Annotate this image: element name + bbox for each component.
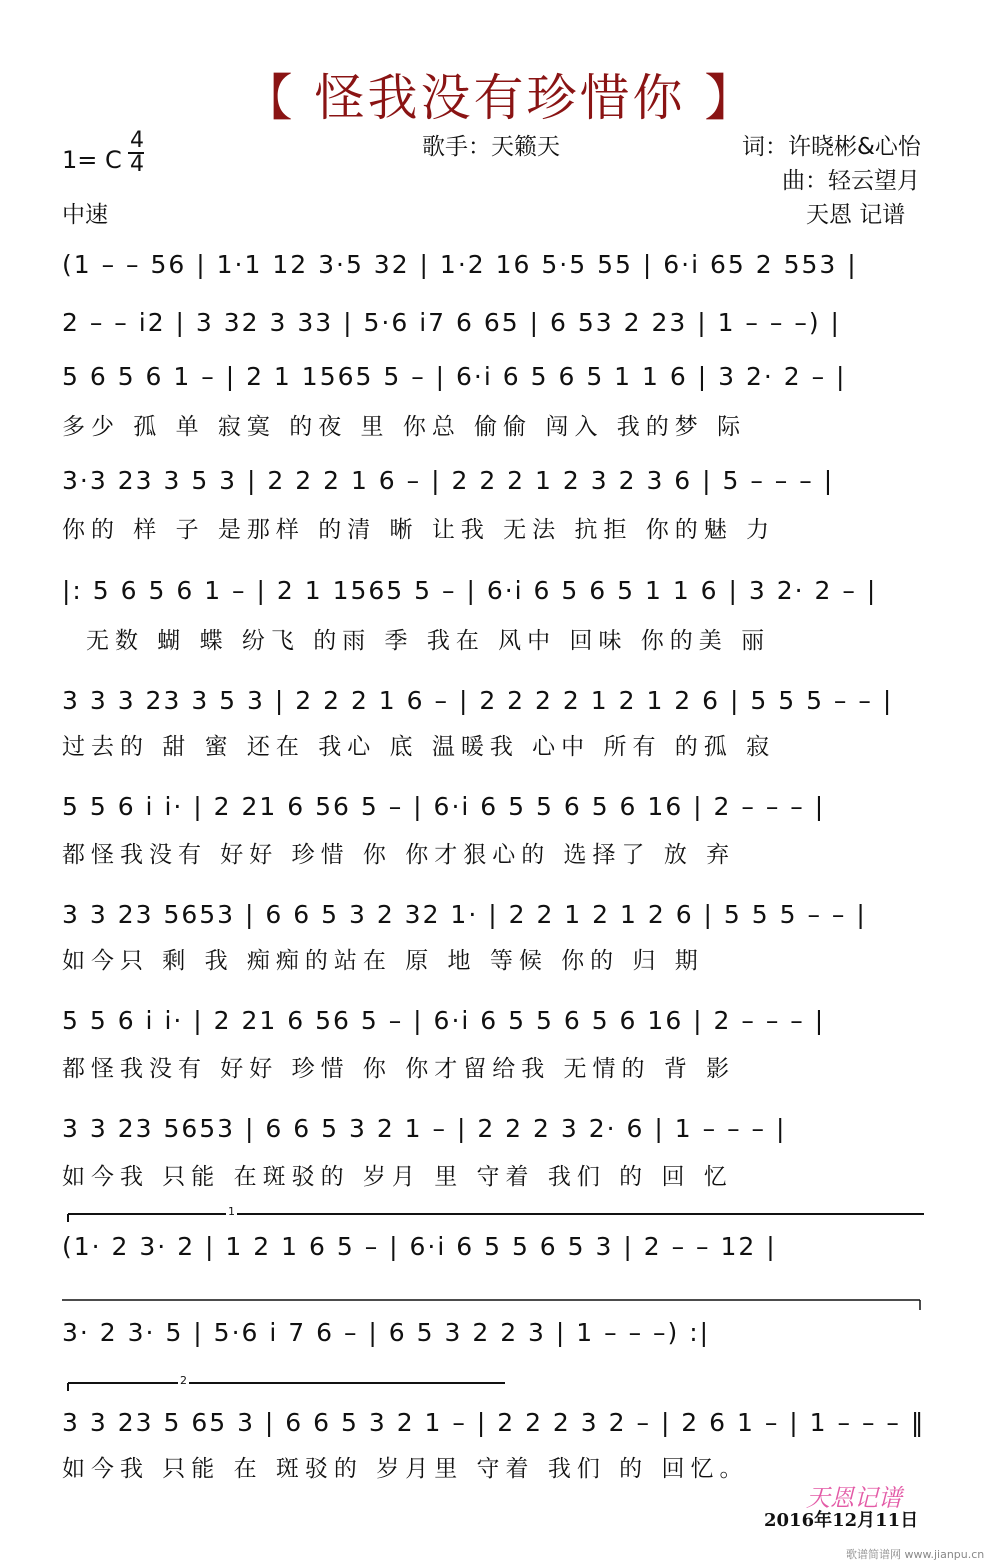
lyricist-credit: 词：许晓彬&心怡 xyxy=(742,134,921,160)
system-11-notes: (1· 2 3· 2 | 1 2 1 6 5 – | 6·i 6 5 5 6 5 3 | 2 – – 12 | xyxy=(62,1232,777,1261)
time-signature-top: 4 xyxy=(130,128,144,153)
system-9-lyrics: 都怪我没有 好好 珍惜 你 你才留给我 无情的 背 影 xyxy=(62,1056,736,1082)
composer-credit: 曲：轻云望月 xyxy=(782,168,920,194)
system-3-notes: 5 6 5 6 1 – | 2 1 1565 5 – | 6·i 6 5 6 5 1 1 6 | 3 2· 2 – | xyxy=(62,362,847,391)
key-signature: 1= C xyxy=(62,146,122,174)
system-7-notes: 5 5 6 i i· | 2 21 6 56 5 – | 6·i 6 5 5 6 5 6 16 | 2 – – – | xyxy=(62,792,826,821)
system-13-notes: 3 3 23 5 65 3 | 6 6 5 3 2 1 – | 2 2 2 3 2 – | 2 6 1 – | 1 – – – ‖ xyxy=(62,1408,926,1437)
system-6-notes: 3 3 3 23 3 5 3 | 2 2 2 1 6 – | 2 2 2 2 1 2 1 2 6 | 5 5 5 – – | xyxy=(62,686,894,715)
system-4-notes: 3·3 23 3 5 3 | 2 2 2 1 6 – | 2 2 2 1 2 3 2 3 6 | 5 – – – | xyxy=(62,466,835,495)
system-7-lyrics: 都怪我没有 好好 珍惜 你 你才狠心的 选择了 放 弃 xyxy=(62,842,736,868)
system-5-notes: |: 5 6 5 6 1 – | 2 1 1565 5 – | 6·i 6 5 6 5 1 1 6 | 3 2· 2 – | xyxy=(62,576,878,605)
system-6-lyrics: 过去的 甜 蜜 还在 我心 底 温暖我 心中 所有 的孤 寂 xyxy=(62,734,776,760)
song-title: 【 怪我没有珍惜你 】 xyxy=(242,69,758,127)
transcriber-credit: 天恩 记谱 xyxy=(806,202,906,228)
site-watermark: 歌谱简谱网 www.jianpu.cn xyxy=(846,1548,985,1561)
singer-credit: 歌手：天籁天 xyxy=(422,134,560,160)
system-8-notes: 3 3 23 5653 | 6 6 5 3 2 32 1· | 2 2 1 2 1 2 6 | 5 5 5 – – | xyxy=(62,900,867,929)
time-signature-bottom: 4 xyxy=(130,152,144,177)
system-2-notes: 2 – – i2 | 3 32 3 33 | 5·6 i7 6 65 | 6 53 2 23 | 1 – – –) | xyxy=(62,308,841,337)
system-5-lyrics: 无数 蝴 蝶 纷飞 的雨 季 我在 风中 回味 你的美 丽 xyxy=(86,628,771,654)
volta-2-label: 2 xyxy=(180,1374,187,1387)
system-9-notes: 5 5 6 i i· | 2 21 6 56 5 – | 6·i 6 5 5 6 5 6 16 | 2 – – – | xyxy=(62,1006,826,1035)
transcriber-seal: 天恩记谱 xyxy=(806,1484,902,1512)
transcription-date: 2016年12月11日 xyxy=(764,1510,919,1531)
system-3-lyrics: 多少 孤 单 寂寞 的夜 里 你总 偷偷 闯入 我的梦 际 xyxy=(62,414,747,440)
system-8-lyrics: 如今只 剩 我 痴痴的站在 原 地 等候 你的 归 期 xyxy=(62,948,704,974)
system-13-lyrics: 如今我 只能 在 斑驳的 岁月里 守着 我们 的 回忆。 xyxy=(62,1456,749,1482)
system-4-lyrics: 你的 样 子 是那样 的清 晰 让我 无法 抗拒 你的魅 力 xyxy=(62,517,776,543)
volta-1-label: 1 xyxy=(228,1205,235,1218)
system-1-notes: (1 – – 56 | 1·1 12 3·5 32 | 1·2 16 5·5 55 | 6·i 65 2 553 | xyxy=(62,250,858,279)
tempo-marking: 中速 xyxy=(62,202,108,228)
system-10-lyrics: 如今我 只能 在斑驳的 岁月 里 守着 我们 的 回 忆 xyxy=(62,1164,733,1190)
system-10-notes: 3 3 23 5653 | 6 6 5 3 2 1 – | 2 2 2 3 2· 6 | 1 – – – | xyxy=(62,1114,787,1143)
system-12-notes: 3· 2 3· 5 | 5·6 i 7 6 – | 6 5 3 2 2 3 | 1 – – –) :| xyxy=(62,1318,711,1347)
